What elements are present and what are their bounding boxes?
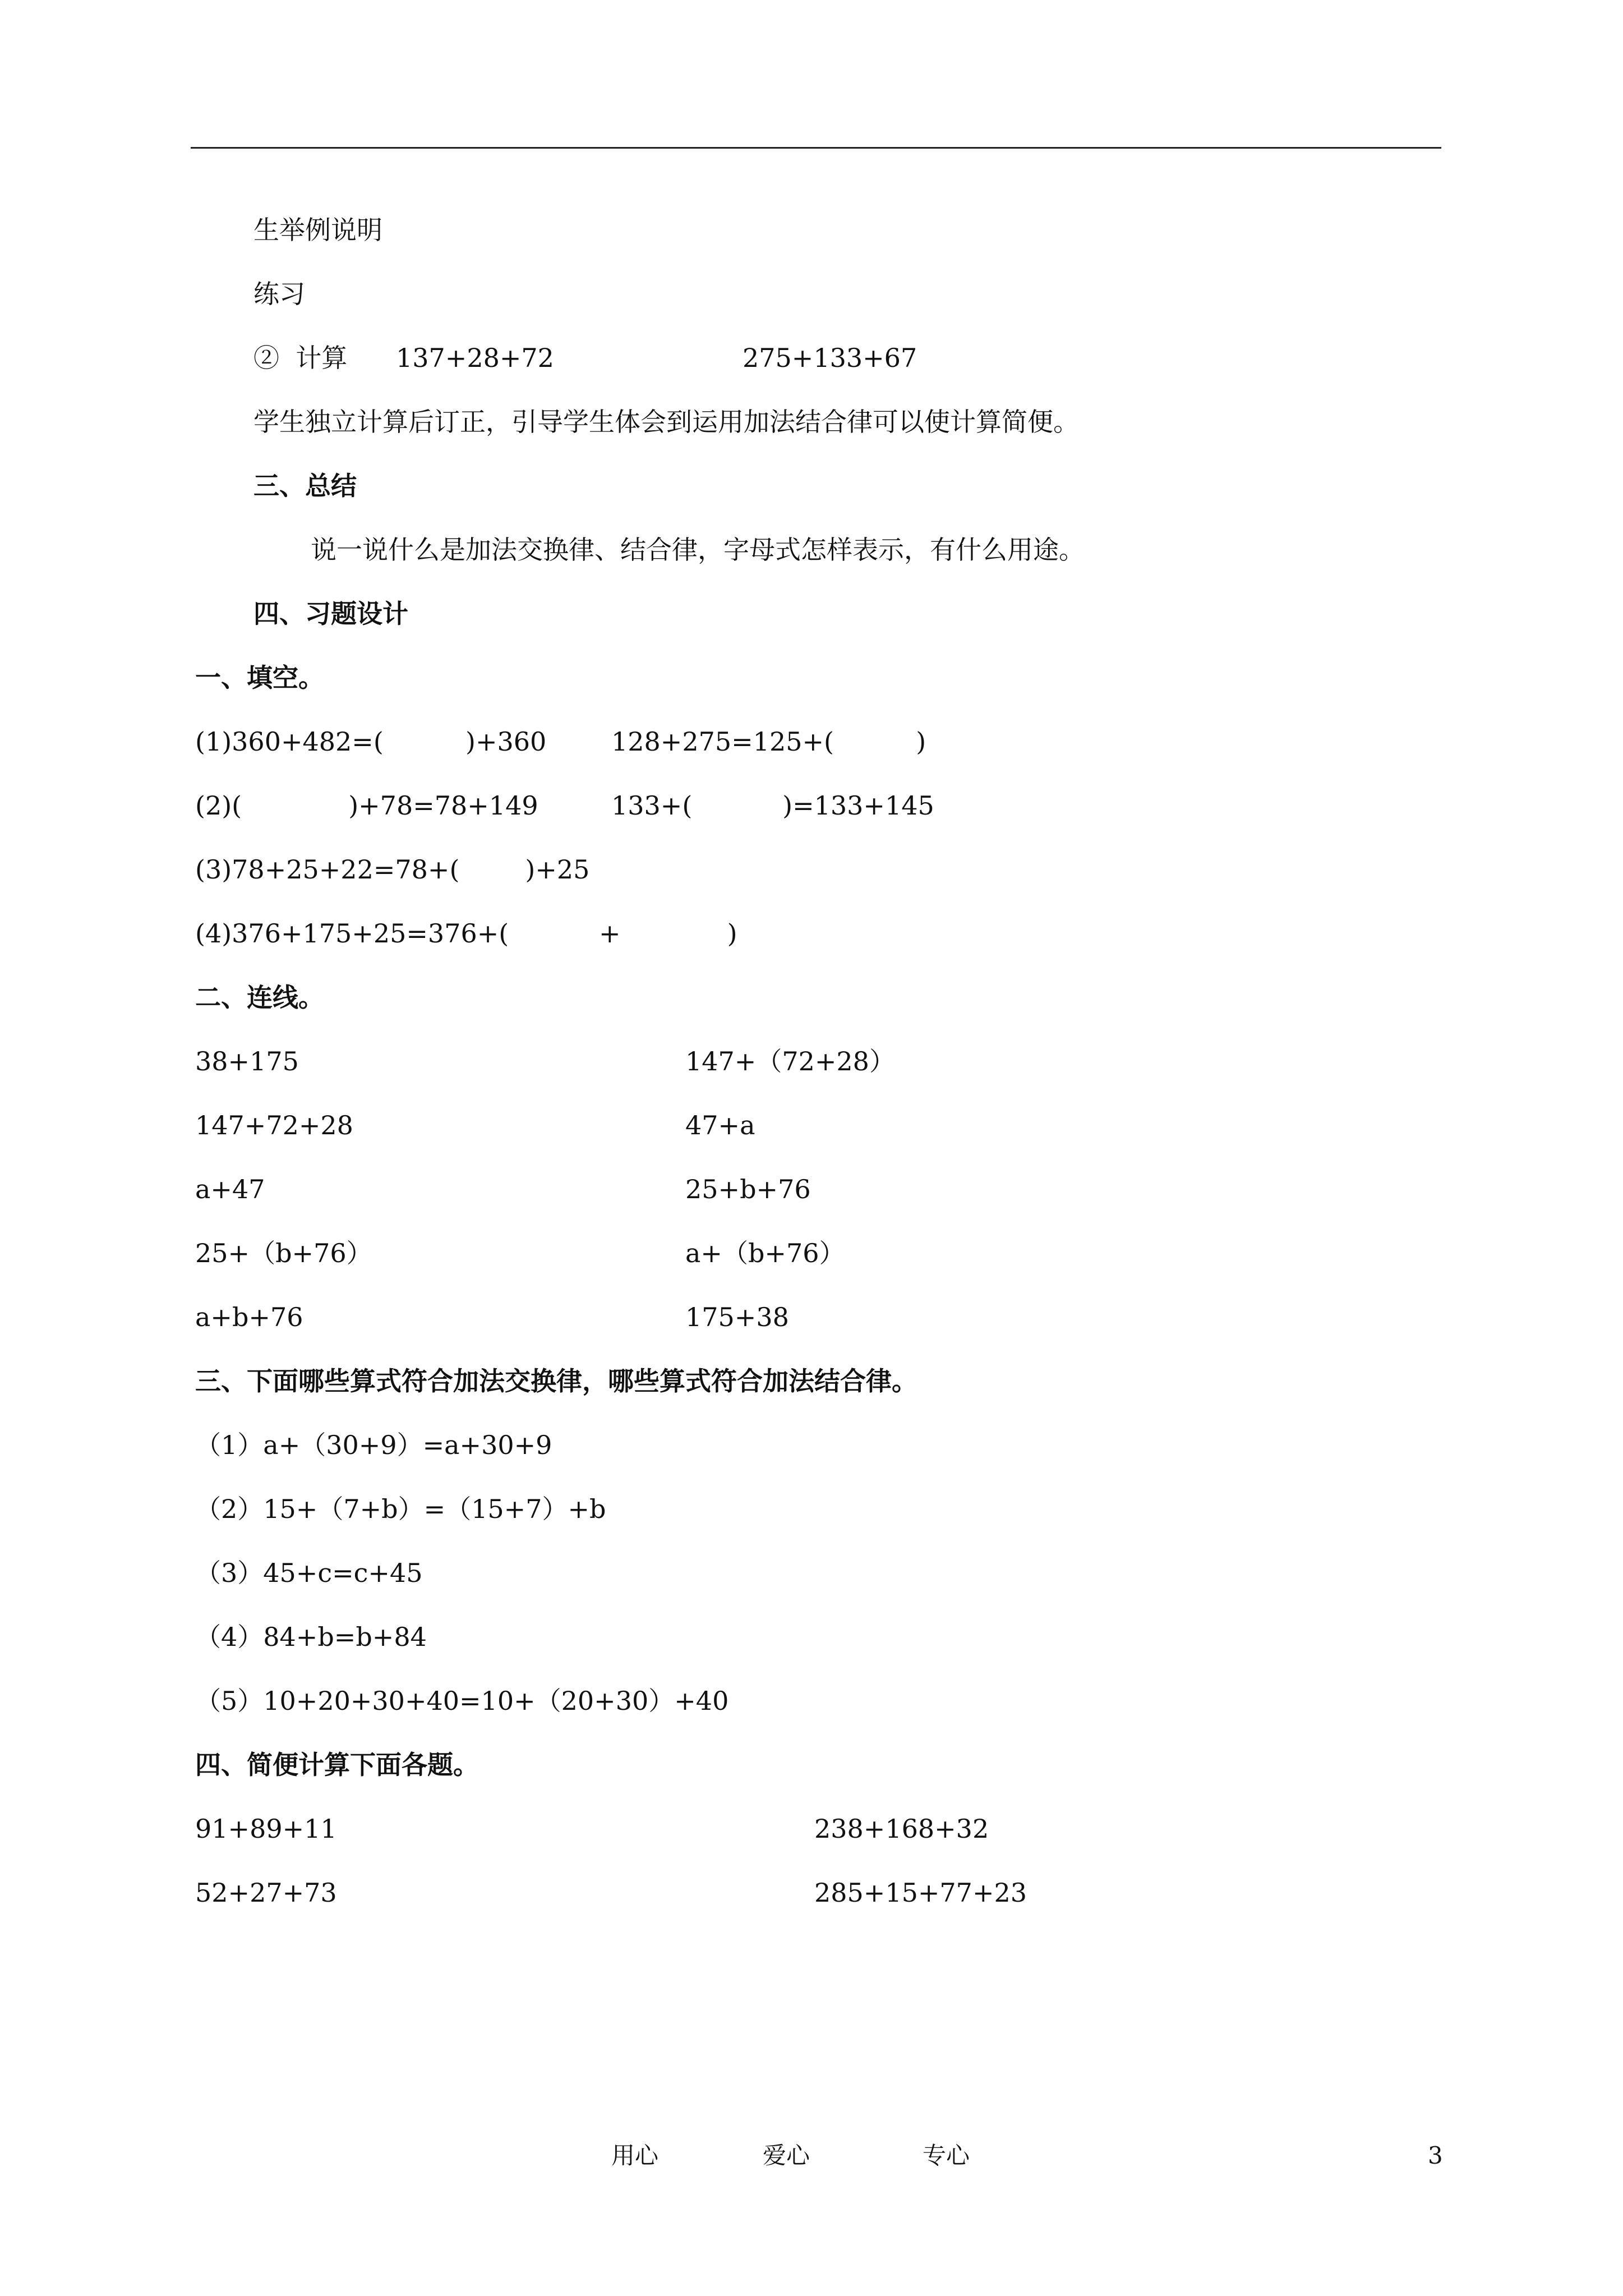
laws-item: （1）a+（30+9）=a+30+9 [195,1430,552,1460]
calc-expression-a: 137+28+72 [396,343,554,373]
fill-q1b: 128+275=125+( ) [611,726,926,757]
exercise-heading: 四、习题设计 [253,599,408,629]
fill-q1a: (1)360+482=( )+360 [195,726,547,757]
laws-item: （4）84+b=b+84 [195,1622,427,1652]
match-right-item: 25+b+76 [685,1174,811,1204]
summary-heading: 三、总结 [253,471,357,501]
match-left-item: 38+175 [195,1046,299,1076]
laws-heading: 三、下面哪些算式符合加法交换律，哪些算式符合加法结合律。 [195,1366,917,1396]
fill-q4: (4)376+175+25=376+( + ) [195,918,737,949]
laws-item: （5）10+20+30+40=10+（20+30）+40 [195,1686,729,1716]
simple-right-item: 238+168+32 [814,1814,989,1844]
match-left-item: a+47 [195,1174,265,1204]
simple-right-item: 285+15+77+23 [814,1878,1027,1908]
intro-line-1: 生举例说明 [253,215,382,245]
match-right-item: 175+38 [685,1302,789,1332]
match-left-item: a+b+76 [195,1302,303,1332]
match-right-item: 47+a [685,1110,755,1140]
footer-word: 用心 [611,2142,659,2169]
laws-item: （3）45+c=c+45 [195,1558,423,1588]
header-rule [191,147,1441,149]
match-left-item: 147+72+28 [195,1110,353,1140]
fill-q2b: 133+( )=133+145 [611,790,934,821]
fill-q3: (3)78+25+22=78+( )+25 [195,854,590,885]
calc-expression-b: 275+133+67 [743,343,917,373]
fill-heading: 一、填空。 [195,662,324,693]
simple-heading: 四、简便计算下面各题。 [195,1750,479,1780]
match-heading: 二、连线。 [195,982,324,1013]
footer-word: 专心 [923,2142,970,2169]
intro-line-4: 学生独立计算后订正，引导学生体会到运用加法结合律可以使计算简便。 [253,407,1079,437]
footer-word: 爱心 [763,2142,810,2169]
match-right-item: a+（b+76） [685,1238,845,1268]
fill-q2a: (2)( )+78=78+149 [195,790,538,821]
summary-text: 说一说什么是加法交换律、结合律，字母式怎样表示，有什么用途。 [311,535,1085,565]
simple-left-item: 52+27+73 [195,1878,337,1908]
calc-prefix: ② 计算 [253,343,348,373]
laws-item: （2）15+（7+b）=（15+7）+b [195,1494,606,1524]
page-number: 3 [1428,2142,1443,2169]
match-left-item: 25+（b+76） [195,1238,372,1268]
intro-line-2: 练习 [253,279,305,309]
simple-left-item: 91+89+11 [195,1814,337,1844]
match-right-item: 147+（72+28） [685,1046,895,1076]
